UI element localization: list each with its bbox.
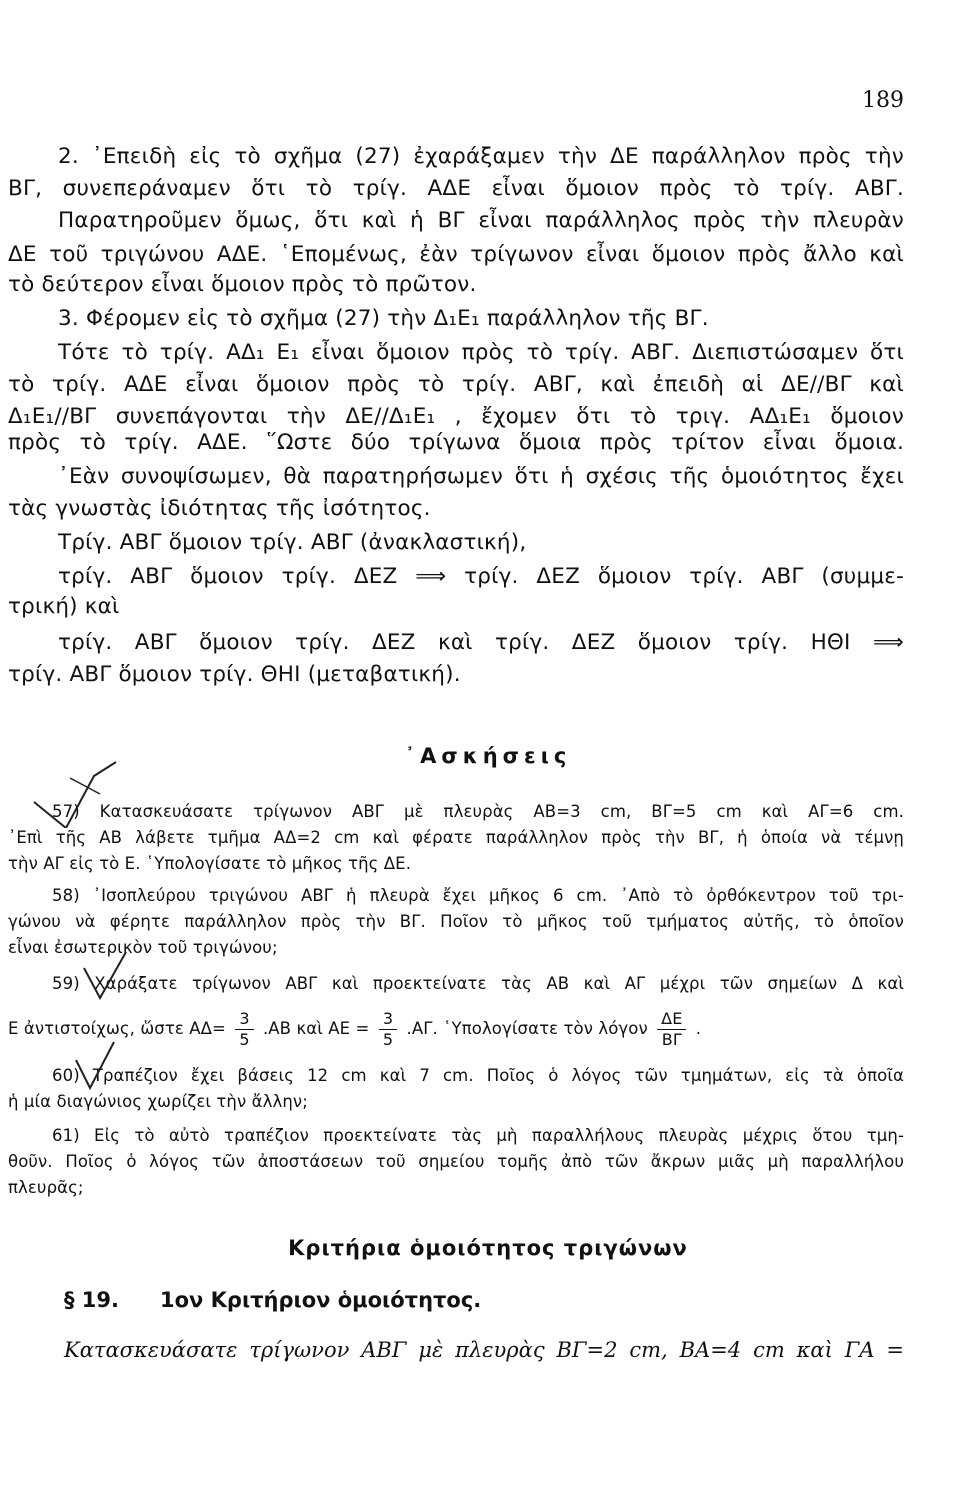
last-line: Κατασκευάσατε τρίγωνον ΑΒΓ μὲ πλευρὰς ΒΓ=2 cm, ΒΑ=4 cm καὶ ΓΑ =: [64, 1338, 904, 1362]
paragraph-line: Δ₁Ε₁//ΒΓ συνεπάγονται τὴν ΔΕ//Δ₁Ε₁ , ἔχομεν ὅτι τὸ τριγ. ΑΔ₁Ε₁ ὅμοιον: [8, 404, 904, 429]
handwritten-checkmark-icon: [80, 950, 130, 1000]
exercise-line: 60) Τραπέζιον ἔχει βάσεις 12 cm καὶ 7 cm. Ποῖος ὁ λόγος τῶν τμημάτων, εἰς τὰ ὁποῖα: [52, 1066, 904, 1085]
paragraph-line: τὸ τρίγ. ΑΔΕ εἶναι ὅμοιον πρὸς τὸ τρίγ. ΑΒΓ, καὶ ἐπειδὴ αἱ ΔΕ//ΒΓ καὶ: [8, 372, 904, 397]
exercise-line: 59) Χαράξατε τρίγωνον ΑΒΓ καὶ προεκτείνατε τὰς ΑΒ καὶ ΑΓ μέχρι τῶν σημείων Δ καὶ: [52, 974, 904, 993]
paragraph-line: τρίγ. ΑΒΓ ὅμοιον τρίγ. ΘΗΙ (μεταβατική).: [8, 662, 461, 687]
exercise-line: εἶναι ἐσωτερικὸν τοῦ τριγώνου;: [8, 938, 278, 957]
paragraph-line: ΒΓ, συνεπεράναμεν ὅτι τὸ τρίγ. ΑΔΕ εἶναι ὅμοιον πρὸς τὸ τρίγ. ΑΒΓ.: [8, 176, 904, 201]
exercise-line: ᾿Επὶ τῆς ΑΒ λάβετε τμῆμα ΑΔ=2 cm καὶ φέρατε παράλληλον πρὸς τὴν ΒΓ, ἡ ὁποία νὰ τέμνῃ: [8, 828, 904, 847]
exercise-line: θοῦν. Ποῖος ὁ λόγος τῶν ἀποστάσεων τοῦ σημείου τομῆς ἀπὸ τῶν ἄκρων μιᾶς μὴ παραλλήλου: [8, 1152, 904, 1171]
fraction: $\frac{3}{5}$: [235, 1009, 253, 1050]
paragraph-line: τὰς γνωστὰς ἰδιότητας τῆς ἰσότητος.: [8, 496, 431, 521]
paragraph-line: πρὸς τὸ τρίγ. ΑΔΕ. ῞Ωστε δύο τρίγωνα ὅμοια πρὸς τρίτον εἶναι ὅμοια.: [8, 430, 904, 455]
exercise-line: τὴν ΑΓ εἰς τὸ Ε. ῾Υπολογίσατε τὸ μῆκος τῆς ΔΕ.: [8, 854, 412, 873]
exercise-line: 61) Εἰς τὸ αὐτὸ τραπέζιον προεκτείνατε τὰς μὴ παραλλήλους πλευρὰς μέχρις ὅτου τμη-: [52, 1126, 904, 1145]
paragraph-line: 3. Φέρομεν εἰς τὸ σχῆμα (27) τὴν Δ₁Ε₁ παράλληλον τῆς ΒΓ.: [58, 306, 709, 331]
paragraph-line: Παρατηροῦμεν ὅμως, ὅτι καὶ ἡ ΒΓ εἶναι παράλληλος πρὸς τὴν πλευρὰν: [58, 208, 904, 233]
exercise-line: ἡ μία διαγώνιος χωρίζει τὴν ἄλλην;: [8, 1092, 308, 1111]
paragraph-line: τρική) καὶ: [8, 594, 120, 619]
paragraph-line: ᾿Εὰν συνοψίσωμεν, θὰ παρατηρήσωμεν ὅτι ἡ σχέσις τῆς ὁμοιότητος ἔχει: [58, 464, 904, 489]
paragraph-line: Τρίγ. ΑΒΓ ὅμοιον τρίγ. ΑΒΓ (ἀνακλαστική),: [58, 530, 527, 555]
exercise-line: 58) ᾿Ισοπλεύρου τριγώνου ΑΒΓ ἡ πλευρὰ ἔχει μῆκος 6 cm. ᾿Απὸ τὸ ὀρθόκεντρον τοῦ τρι-: [52, 886, 904, 905]
handwritten-checkmark-icon: [72, 1040, 122, 1090]
page-number: 189: [862, 88, 904, 113]
paragraph-line: τὸ δεύτερον εἶναι ὅμοιον πρὸς τὸ πρῶτον.: [8, 272, 477, 297]
formula-text: .: [695, 1019, 702, 1038]
exercise-line: πλευρᾶς;: [8, 1178, 84, 1197]
formula-text: .ΑΒ καὶ ΑΕ =: [262, 1019, 370, 1038]
exercise-59-formula: [8, 1006, 904, 1052]
criteria-heading: Κριτήρια ὁμοιότητος τριγώνων: [288, 1236, 688, 1260]
paragraph-line: 2. ᾿Επειδὴ εἰς τὸ σχῆμα (27) ἐχαράξαμεν τὴν ΔΕ παράλληλον πρὸς τὴν: [58, 144, 904, 169]
fraction: $\frac{\Delta E}{B\Gamma}$: [657, 1009, 686, 1050]
exercises-heading: ᾿Ασκήσεις: [404, 744, 572, 768]
section-number: § 19.: [64, 1288, 120, 1312]
formula-text: .ΑΓ. ῾Υπολογίσατε τὸν λόγον: [406, 1019, 648, 1038]
fraction: $\frac{3}{5}$: [379, 1009, 397, 1050]
paragraph-line: τρίγ. ΑΒΓ ὅμοιον τρίγ. ΔΕΖ καὶ τρίγ. ΔΕΖ ὅμοιον τρίγ. ΗΘΙ ⟹: [58, 630, 904, 655]
section-title: 1ον Κριτήριον ὁμοιότητος.: [160, 1288, 482, 1312]
section-heading: [64, 1288, 481, 1312]
paragraph-line: Τότε τὸ τρίγ. ΑΔ₁ Ε₁ εἶναι ὅμοιον πρὸς τὸ τρίγ. ΑΒΓ. Διεπιστώσαμεν ὅτι: [58, 340, 904, 365]
exercise-line: γώνου νὰ φέρητε παράλληλον πρὸς τὴν ΒΓ. Ποῖον τὸ μῆκος τοῦ τμήματος αὐτῆς, τὸ ὁποῖον: [8, 912, 904, 931]
handwritten-checkmark-icon: [30, 758, 120, 828]
exercise-line: 57) Κατασκευάσατε τρίγωνον ΑΒΓ μὲ πλευρὰς ΑΒ=3 cm, ΒΓ=5 cm καὶ ΑΓ=6 cm.: [52, 802, 904, 821]
paragraph-line: ΔΕ τοῦ τριγώνου ΑΔΕ. ῾Επομένως, ἐὰν τρίγωνον εἶναι ὅμοιον πρὸς ἄλλο καὶ: [8, 242, 904, 267]
formula-text: Ε ἀντιστοίχως, ὥστε ΑΔ=: [8, 1019, 226, 1038]
paragraph-line: τρίγ. ΑΒΓ ὅμοιον τρίγ. ΔΕΖ ⟹ τρίγ. ΔΕΖ ὅμοιον τρίγ. ΑΒΓ (συμμε-: [58, 564, 904, 589]
